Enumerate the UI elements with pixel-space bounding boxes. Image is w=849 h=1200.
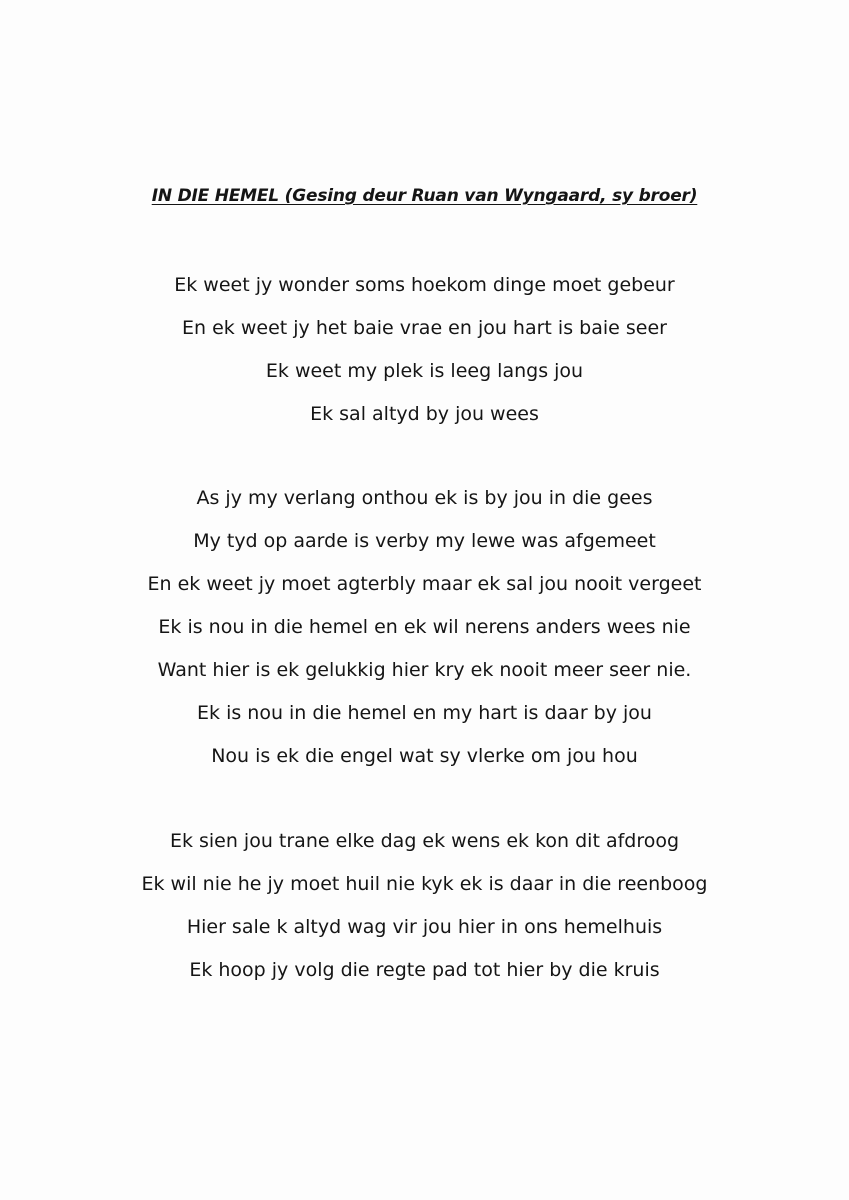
verse-line: En ek weet jy het baie vrae en jou hart is baie seer [182,317,667,339]
stanza-3 [0,820,849,992]
document-title: IN DIE HEMEL (Gesing deur Ruan van Wyngaard, sy broer) [151,186,698,206]
verse-line: Ek weet my plek is leeg langs jou [265,360,584,382]
verse-line: Ek is nou in die hemel en ek wil nerens anders wees nie [158,616,691,638]
verse-line: My tyd op aarde is verby my lewe was afgemeet [193,530,656,552]
verse-line: Ek weet jy wonder soms hoekom dinge moet gebeur [174,274,675,296]
verse-line: As jy my verlang onthou ek is by jou in die gees [196,487,653,509]
stanza-1 [0,264,849,436]
verse-line: Ek wil nie he jy moet huil nie kyk ek is daar in die reenboog [141,873,708,895]
verse-line: En ek weet jy moet agterbly maar ek sal jou nooit vergeet [147,573,702,595]
verse-line: Ek hoop jy volg die regte pad tot hier by die kruis [189,959,660,981]
verse-line: Ek sal altyd by jou wees [310,403,539,425]
verse-line: Ek sien jou trane elke dag ek wens ek kon dit afdroog [169,830,680,852]
verse-line: Hier sale k altyd wag vir jou hier in ons hemelhuis [186,916,663,938]
verse-line: Want hier is ek gelukkig hier kry ek nooit meer seer nie. [157,659,692,681]
stanza-2 [0,477,849,778]
verse-line: Nou is ek die engel wat sy vlerke om jou hou [211,745,638,767]
verse-line: Ek is nou in die hemel en my hart is daar by jou [197,702,652,724]
